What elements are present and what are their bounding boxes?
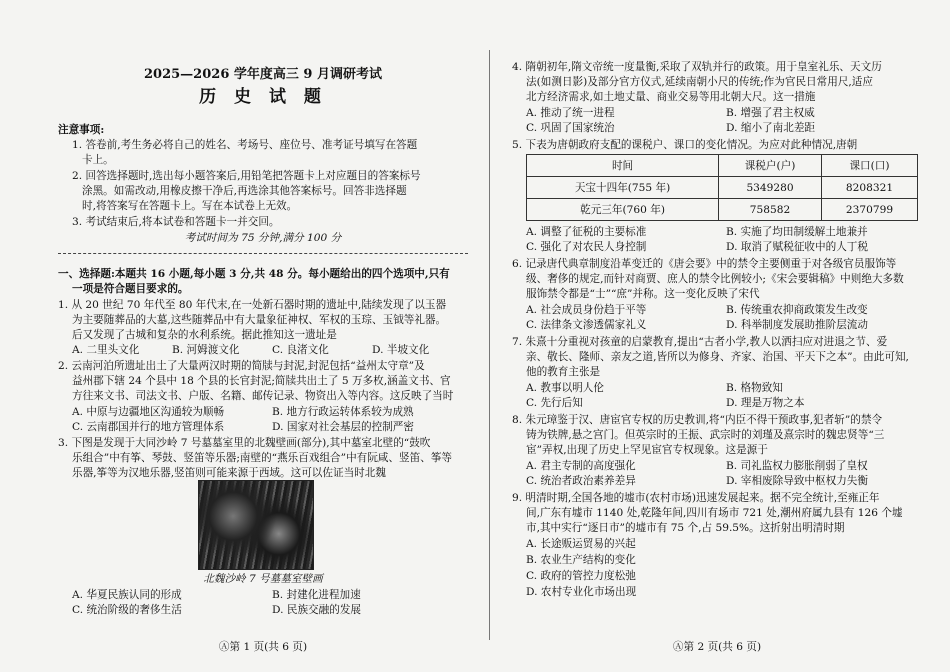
- exam-title: 2025—2026 学年度高三 9 月调研考试: [144, 67, 382, 82]
- page-divider: [489, 50, 490, 640]
- q8-option-b[interactable]: B. 司礼监权力膨胀削弱了皇权: [726, 460, 868, 472]
- notice-line: 3. 考试结束后,将本试卷和答题卡一并交回。: [72, 216, 280, 228]
- q7-stem: 他的教育主张是: [526, 366, 601, 378]
- table-header: 课税户(户): [719, 155, 822, 177]
- households-table: [526, 154, 918, 221]
- q3-option-a[interactable]: A. 华夏民族认同的形成: [72, 589, 182, 601]
- table-cell: 乾元三年(760 年): [527, 199, 719, 221]
- page-2: [512, 0, 922, 672]
- q6-option-c[interactable]: C. 法律条文渗透儒家礼义: [526, 319, 647, 331]
- q7-stem: 亲、敬长、隆师、亲友之道,皆所以为修身、齐家、治国、平天下之本”。由此可知,: [526, 351, 909, 363]
- q6-option-d[interactable]: D. 科举制度发展助推阶层流动: [726, 319, 868, 331]
- q2-stem: 方往来文书、司法文书、户版、名籍、邮传记录、物资出入等内容。这反映了当时: [72, 390, 454, 402]
- table-cell: 758582: [719, 199, 822, 221]
- q8-option-d[interactable]: D. 宰相废除导致中枢权力失衡: [726, 475, 868, 487]
- q7-option-c[interactable]: C. 先行后知: [526, 397, 583, 409]
- q5-option-a[interactable]: A. 调整了征税的主要标准: [526, 226, 647, 238]
- q5-option-c[interactable]: C. 强化了对农民人身控制: [526, 241, 647, 253]
- q6-stem: 6. 记录唐代典章制度沿革变迁的《唐会要》中的禁令主要侧重于对各级官员服饰等: [512, 258, 897, 270]
- q9-stem: 间,广东有墟市 1140 处,乾隆年间,四川有场市 721 处,潮州府属九县有 126 个墟: [526, 507, 903, 519]
- q9-option-b[interactable]: B. 农业生产结构的变化: [526, 554, 636, 566]
- q9-option-c[interactable]: C. 政府的管控力度松弛: [526, 570, 636, 582]
- q4-stem: 北方经济需求,如土地丈量、商业交易等用北朝大尺。这一措施: [526, 91, 816, 103]
- q2-option-b[interactable]: B. 地方行政运转体系较为成熟: [272, 406, 414, 418]
- q3-stem: 乐组合”中有筝、琴鼓、竖笛等乐器;南壁的“燕乐百戏组合”中有阮咸、竖笛、筝等: [72, 452, 453, 464]
- q6-stem: 级、奢侈的规定,而针对商贾、庶人的禁令比例较小;《宋会要辑稿》中则绝大多数: [526, 273, 904, 285]
- q9-stem: 9. 明清时期,全国各地的墟市(农村市场)迅速发展起来。据不完全统计,至雍正年: [512, 492, 880, 504]
- q2-option-d[interactable]: D. 国家对社会基层的控制严密: [272, 421, 414, 433]
- q8-stem: 8. 朱元璋鉴于汉、唐宦官专权的历史教训,将“内臣不得干预政事,犯者斩”的禁令: [512, 414, 883, 426]
- q5-option-b[interactable]: B. 实施了均田制缓解土地兼并: [726, 226, 868, 238]
- q9-option-d[interactable]: D. 农村专业化市场出现: [526, 586, 637, 598]
- table-row: [527, 199, 918, 221]
- q4-stem: 4. 隋朝初年,隋文帝统一度量衡,采取了双轨并行的政策。用于皇室礼乐、天文历: [512, 61, 882, 73]
- q6-option-a[interactable]: A. 社会成员身份趋于平等: [526, 304, 647, 316]
- notice-line: 2. 回答选择题时,选出每小题答案后,用铅笔把答题卡上对应题目的答案标号: [72, 170, 421, 182]
- q4-stem: 法(如测日影)及部分官方仪式,延续南朝小尺的传统;作为官民日常用尺,适应: [526, 76, 873, 88]
- notice-line: 卡上。: [82, 154, 114, 166]
- q1-option-b[interactable]: B. 河姆渡文化: [172, 344, 240, 356]
- q9-stem: 市,其中实行“逐日市”的墟市有 75 个,占 59.5%。这折射出明清时期: [526, 522, 845, 534]
- q3-option-b[interactable]: B. 封建化进程加速: [272, 589, 361, 601]
- q6-stem: 服饰禁令都是“士”“庶”并称。这一变化反映了宋代: [526, 288, 760, 300]
- q7-option-a[interactable]: A. 教事以明人伦: [526, 382, 604, 394]
- q5-stem: 5. 下表为唐朝政府支配的课税户、课口的变化情况。为应对此种情况,唐朝: [512, 139, 858, 151]
- table-header: 时间: [527, 155, 719, 177]
- q7-option-d[interactable]: D. 理是万物之本: [726, 397, 805, 409]
- q9-option-a[interactable]: A. 长途贩运贸易的兴起: [526, 538, 636, 550]
- separator-line: [58, 253, 468, 254]
- q1-option-d[interactable]: D. 半坡文化: [372, 344, 430, 356]
- section-instruction: 一、选择题:本题共 16 小题,每小题 3 分,共 48 分。每小题给出的四个选项中,只有: [58, 268, 450, 280]
- q1-stem: 后又发现了古城和复杂的水利系统。据此推知这一遗址是: [72, 329, 337, 341]
- table-cell: 2370799: [821, 199, 917, 221]
- q1-stem: 1. 从 20 世纪 70 年代至 80 年代末,在一处新石器时期的遗址中,陆续发现了以玉器: [58, 299, 447, 311]
- q2-option-c[interactable]: C. 云南郡国并行的地方管理体系: [72, 421, 225, 433]
- q3-stem: 乐器,筝等为汉地乐器,竖笛则可能来源于西域。这可以佐证当时北魏: [72, 467, 386, 479]
- q1-option-a[interactable]: A. 二里头文化: [72, 344, 140, 356]
- q4-option-c[interactable]: C. 巩固了国家统治: [526, 122, 615, 134]
- q1-option-c[interactable]: C. 良渚文化: [272, 344, 329, 356]
- q8-stem: 铸为铁牌,悬之宫门。但英宗时的王振、武宗时的刘瑾及熹宗时的魏忠贤等“三: [526, 429, 885, 441]
- q3-stem: 3. 下图是发现于大同沙岭 7 号墓墓室里的北魏壁画(部分),其中墓室北壁的“鼓吹: [58, 437, 431, 449]
- q2-option-a[interactable]: A. 中原与边疆地区沟通较为顺畅: [72, 406, 225, 418]
- q3-option-d[interactable]: D. 民族交融的发展: [272, 604, 362, 616]
- notice-line: 时,将答案写在答题卡上。写在本试卷上无效。: [82, 200, 298, 212]
- q6-option-b[interactable]: B. 传统重农抑商政策发生改变: [726, 304, 868, 316]
- q4-option-b[interactable]: B. 增强了君主权威: [726, 107, 815, 119]
- table-cell: 天宝十四年(755 年): [527, 177, 719, 199]
- page-footer: Ⓐ第 2 页(共 6 页): [672, 641, 762, 653]
- q2-stem: 2. 云南河泊所遗址出土了大量两汉时期的简牍与封泥,封泥包括“益州太守章”及: [58, 360, 425, 372]
- notice-heading: 注意事项:: [58, 124, 105, 136]
- q2-stem: 益州郡下辖 24 个县中 18 个县的长官封泥;简牍共出土了 5 万多枚,涵盖文书、官: [72, 375, 451, 387]
- q8-stem: 宦”弄权,出现了历史上罕见宦官专权现象。这是源于: [526, 444, 768, 456]
- q4-option-d[interactable]: D. 缩小了南北差距: [726, 122, 816, 134]
- table-header-row: [527, 155, 918, 177]
- notice-line: 1. 答卷前,考生务必将自己的姓名、考场号、座位号、准考证号填写在答题: [72, 139, 418, 151]
- subject-title: 历 史 试 题: [199, 87, 327, 107]
- figure-caption: 北魏沙岭 7 号墓墓室壁画: [203, 573, 323, 585]
- q3-option-c[interactable]: C. 统治阶级的奢侈生活: [72, 604, 182, 616]
- q8-option-a[interactable]: A. 君主专制的高度强化: [526, 460, 636, 472]
- mural-image: [198, 480, 314, 570]
- q4-option-a[interactable]: A. 推动了统一进程: [526, 107, 615, 119]
- time-note: 考试时间为 75 分钟,满分 100 分: [184, 232, 342, 244]
- q7-stem: 7. 朱熹十分重视对孩童的启蒙教育,提出“古者小学,教人以洒扫应对进退之节、爱: [512, 336, 888, 348]
- page-footer: Ⓐ第 1 页(共 6 页): [218, 641, 308, 653]
- table-row: [527, 177, 918, 199]
- section-instruction: 一项是符合题目要求的。: [72, 283, 189, 295]
- q7-option-b[interactable]: B. 格物致知: [726, 382, 783, 394]
- q5-option-d[interactable]: D. 取消了赋税征收中的人丁税: [726, 241, 868, 253]
- table-cell: 8208321: [821, 177, 917, 199]
- table-header: 课口(口): [821, 155, 917, 177]
- q1-stem: 为主要随葬品的大墓,这些随葬品中有大量象征神权、军权的玉琮、玉钺等礼器。: [72, 314, 447, 326]
- table-cell: 5349280: [719, 177, 822, 199]
- page-1: [58, 0, 468, 672]
- q8-option-c[interactable]: C. 统治者政治素养差异: [526, 475, 636, 487]
- notice-line: 涂黑。如需改动,用橡皮擦干净后,再选涂其他答案标号。回答非选择题: [82, 185, 407, 197]
